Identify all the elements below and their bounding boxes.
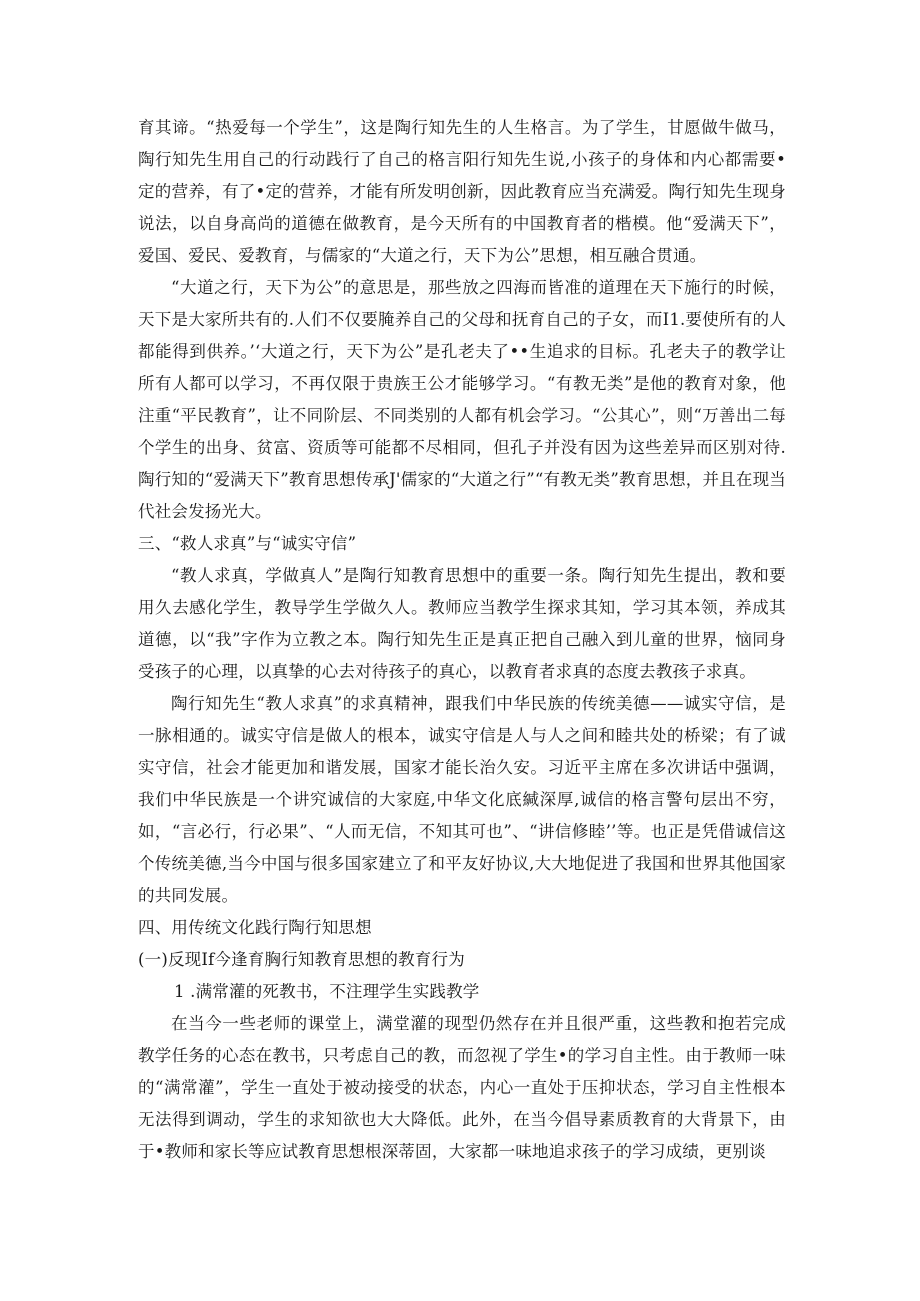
- paragraph-love-every-student: 育其谛。“热爱每一个学生”，这是陶行知先生的人生格言。为了学生，甘愿做牛做马，陶行知先生用自己的行动践行了自己的格言阳行知先生说,小孩子的身体和内心都需要•定的营养，有了•定的营养，才能有所发明创新，因此教育应当充满爱。陶行知先生现身说法，以自身高尚的道德在做教育，是今天所有的中国教育者的楷模。他“爱满天下”，爱国、爱民、爱教育，与儒家的“大道之行，天下为公”思想，相互融合贯通。: [138, 118, 786, 265]
- section-heading-4: 四、用传统文化践行陶行知思想: [138, 918, 372, 937]
- paragraph-great-way: “大道之行，天下为公”的意思是，那些放之四海而皆准的道理在天下施行的时候，天下是大家所共有的.人们不仅要腌养自己的父母和抚育自己的子女，而I1.要使所有的人都能得到供养。’‘大道之行，天下为公”是孔老夫了••生追求的目标。孔老夫子的教学让所有人都可以学习，不再仅限于贵族王公才能够学习。“有教无类”是他的教育对象，他注重“平民教育”，让不同阶层、不同类别的人都有机会学习。“公其心”，则“万善出二每个学生的出身、贫富、资质等可能都不尽相同，但孔子并没有因为这些差异而区别对待.陶行知的“爱满天下”教育思想传承J'儒家的“大道之行”“有教无类”教育思想，并且在现当代社会发扬光大。: [138, 278, 786, 521]
- document-page: [138, 112, 786, 1168]
- list-item-1: 1 .满常灌的死教书，不注理学生实践教学: [174, 982, 480, 1001]
- paragraph-cramming: 在当今一些老师的课堂上，满堂灌的现型仍然存在并且很严重，这些教和抱若完成教学任务的心态在教书，只考虑自己的教，而忽视了学生•的学习自主性。由于教师一味的“满常灌”，学生一直处于被动接受的状态，内心一直处于压抑状态，学习自主性根本无法得到调动，学生的求知欲也大大降低。此外，在当今倡导素质教育的大背景下，由于•教师和家长等应试教育思想根深蒂固，大家都一味地追求孩子的学习成绩，更别谈: [138, 1014, 786, 1161]
- paragraph-seek-truth: “教人求真，学做真人”是陶行知教育思想中的重要一条。陶行知先生提出，教和要用久去感化学生，教导学生学做久人。教师应当教学生探求其知，学习其本领，养成其道德，以“我”字作为立教之本。陶行知先生正是真正把自己融入到儿童的世界，恼同身受孩子的心理，以真挚的心去对待孩子的真心，以教育者求真的态度去教孩子求真。: [138, 566, 786, 681]
- subsection-heading-1: (一)反现If今逢育胸行知教育思想的教育行为: [138, 950, 465, 969]
- paragraph-honesty: 陶行知先生“教人求真”的求真精神，跟我们中华民族的传统美德——诚实守信，是一脉相通的。诚实守信是做人的根本，诚实守信是人与人之间和睦共处的桥梁；有了诚实守信，社会才能更加和谐发展，国家才能长治久安。习近平主席在多次讲话中强调，我们中华民族是一个讲究诚信的大家庭,中华文化底緘深厚,诚信的格言警句层出不穷，如，“言必行，行必果”、“人而无信，不知其可也”、“讲信修睦’’等。也正是凭借诚信这个传统美德,当今中国与很多国家建立了和平友好协议,大大地促进了我国和世界其他国家的共同发展。: [138, 694, 786, 905]
- section-heading-3: 三、“救人求真”与“诚实守信”: [138, 534, 357, 553]
